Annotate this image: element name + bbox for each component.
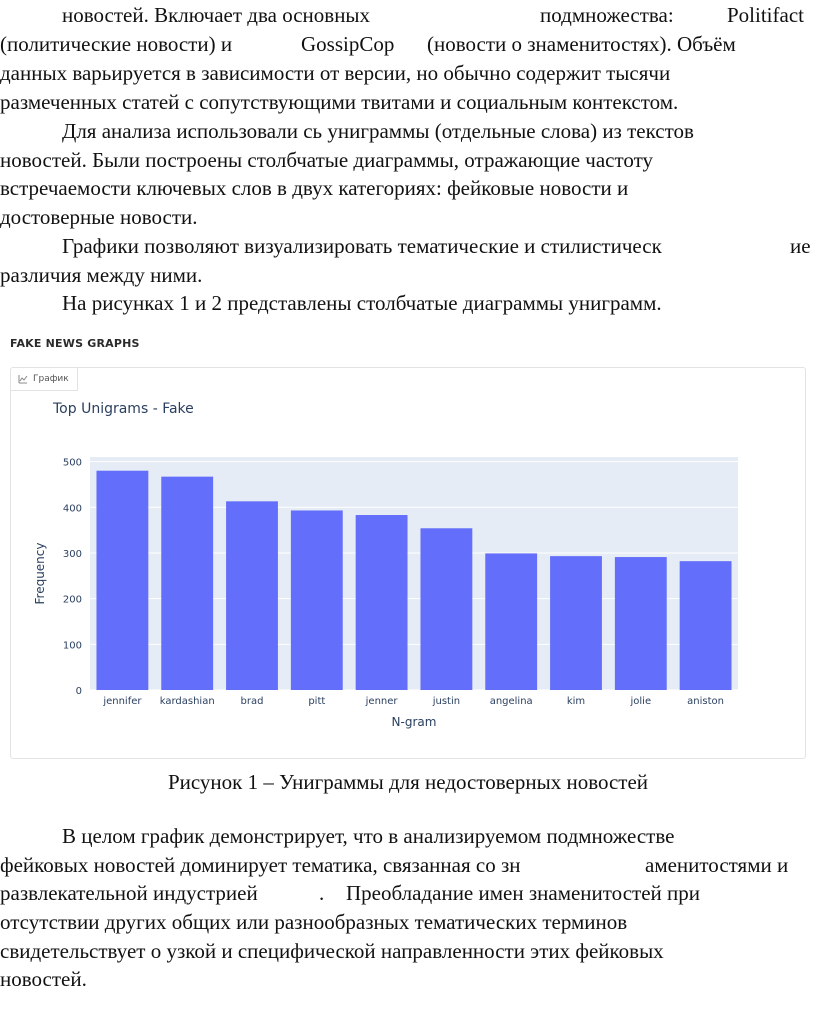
text-line: свидетельствует о узкой и специфической направленности этих фейковых: [0, 939, 664, 963]
x-tick-label: jolie: [630, 696, 652, 707]
x-tick-label: brad: [240, 696, 264, 707]
text-segment: аменитостями и: [645, 853, 789, 877]
x-axis-label: N-gram: [391, 715, 437, 729]
bar-jolie[interactable]: [615, 557, 667, 690]
y-tick-label: 300: [62, 548, 82, 560]
figure-section-title: FAKE NEWS GRAPHS: [10, 337, 140, 350]
text-segment: Politifact: [727, 3, 804, 27]
bar-brad[interactable]: [226, 501, 278, 690]
text-segment: GossipCop: [301, 32, 395, 56]
text-segment: .: [319, 881, 325, 905]
text-line: [0, 880, 258, 907]
text-segment: фейковых новостей доминирует тематика, связанная со зн: [0, 853, 521, 877]
chart-tab-label: График: [33, 374, 69, 384]
text-line: встречаемости ключевых слов в двух категориях: фейковые новости и: [0, 176, 629, 200]
bar-kardashian[interactable]: [161, 477, 213, 690]
y-tick-label: 200: [62, 594, 82, 606]
y-tick-label: 100: [62, 640, 82, 652]
text-segment: подмножества:: [540, 3, 674, 27]
bar-justin[interactable]: [420, 528, 472, 690]
text-line: Для анализа использовали сь униграммы (отдельные слова) из текстов: [62, 119, 694, 143]
text-line: [0, 852, 521, 879]
text-line: [62, 2, 370, 29]
chart-title: Top Unigrams - Fake: [53, 401, 194, 417]
text-line: [346, 880, 700, 907]
text-line: данных варьируется в зависимости от версии, но обычно содержит тысячи: [0, 61, 671, 85]
text-line: [319, 880, 324, 907]
text-line: отсутствии других общих или разнообразных тематических терминов: [0, 910, 628, 934]
chart-container: [10, 367, 806, 759]
y-axis-label: Frequency: [33, 542, 47, 605]
x-tick-label: jennifer: [103, 696, 142, 707]
text-line: [790, 233, 811, 260]
text-line: [645, 852, 788, 879]
bar-jenner[interactable]: [356, 515, 408, 690]
y-tick-label: 400: [62, 503, 82, 515]
text-line: [427, 31, 736, 58]
text-line: новостей. Были построены столбчатые диаграммы, отражающие частоту: [0, 148, 653, 172]
text-segment: новостей. Включает два основных: [62, 3, 371, 27]
text-line: [62, 233, 662, 260]
text-line: В целом график демонстрирует, что в анализируемом подмножестве: [62, 824, 675, 848]
text-line: различия между ними.: [0, 263, 203, 287]
text-line: новостей.: [0, 967, 87, 991]
text-segment: Графики позволяют визуализировать тематические и стилистическ: [62, 234, 662, 258]
x-tick-label: aniston: [687, 696, 725, 707]
text-line: размеченных статей с сопутствующими твитами и социальным контекстом.: [0, 90, 679, 114]
bar-angelina[interactable]: [485, 553, 537, 690]
x-tick-label: jenner: [365, 696, 398, 707]
x-tick-label: pitt: [308, 696, 326, 707]
bar-kim[interactable]: [550, 556, 602, 690]
bar-aniston[interactable]: [680, 561, 732, 690]
text-segment: развлекательной индустрией: [0, 881, 258, 905]
text-segment: (политические новости) и: [0, 32, 233, 56]
text-segment: (новости о знаменитостях). Объём: [427, 32, 736, 56]
text-line: На рисунках 1 и 2 представлены столбчатые диаграммы униграмм.: [62, 291, 662, 315]
text-line: [727, 2, 804, 29]
y-tick-label: 500: [62, 457, 82, 469]
x-tick-label: kim: [566, 696, 586, 707]
text-line: достоверные новости.: [0, 205, 198, 229]
bar-jennifer[interactable]: [96, 471, 148, 690]
bar-chart: [11, 368, 807, 760]
text-line: [540, 2, 674, 29]
bar-pitt[interactable]: [291, 510, 343, 690]
text-segment: ие: [790, 234, 811, 258]
x-tick-label: angelina: [489, 696, 533, 707]
text-segment: Преобладание имен знаменитостей при: [346, 881, 700, 905]
x-tick-label: justin: [432, 696, 461, 707]
text-line: [301, 31, 394, 58]
text-line: [0, 31, 232, 58]
y-tick-label: 0: [75, 686, 82, 697]
x-tick-label: kardashian: [159, 696, 215, 707]
figure-caption: Рисунок 1 – Униграммы для недостоверных новостей: [167, 770, 649, 794]
